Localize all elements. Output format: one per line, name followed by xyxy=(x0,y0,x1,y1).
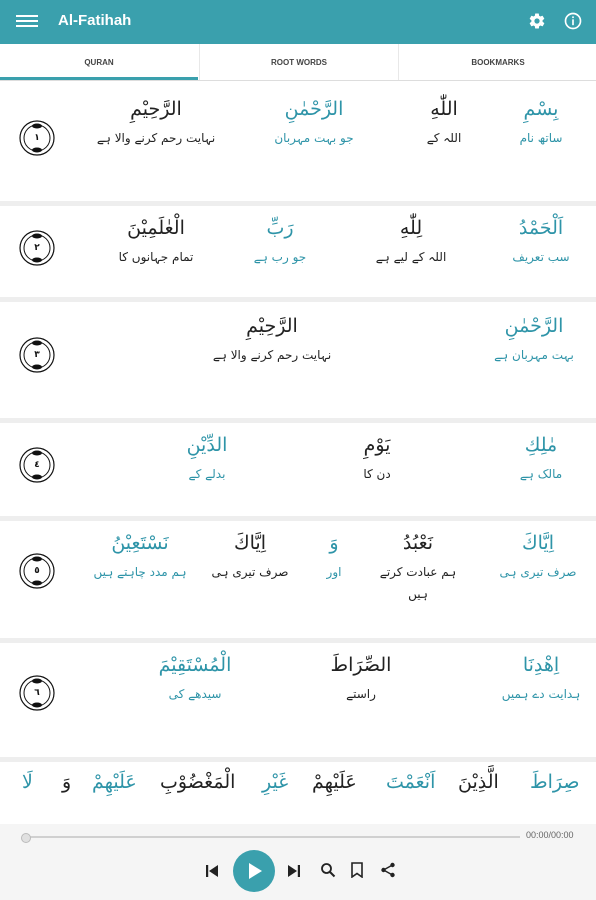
ayah-number: ٢ xyxy=(34,243,40,253)
urdu-meaning: سب تعریف xyxy=(512,250,570,264)
urdu-meaning: جو بہت مہربان xyxy=(274,131,354,145)
tab-bar xyxy=(0,44,596,81)
word-cell[interactable] xyxy=(90,529,190,583)
arabic-word: رَبِّ xyxy=(266,217,294,239)
skip-next-icon[interactable] xyxy=(286,863,302,879)
ayah-number: ٣ xyxy=(34,350,40,360)
seek-thumb[interactable] xyxy=(21,833,31,843)
tab-bookmarks[interactable] xyxy=(398,44,596,80)
arabic-word[interactable]: عَلَيْهِمْ xyxy=(312,771,357,793)
info-icon[interactable] xyxy=(563,11,583,31)
arabic-word: يَوْمِ xyxy=(363,434,391,456)
ayah-number: ١ xyxy=(34,133,40,143)
search-icon[interactable] xyxy=(320,862,336,878)
ayah-number: ٥ xyxy=(34,566,40,576)
app-title: Al-Fatihah xyxy=(58,12,132,29)
word-cell[interactable] xyxy=(212,312,332,366)
ayah-number: ٦ xyxy=(34,688,40,698)
verse-row[interactable] xyxy=(0,423,596,516)
urdu-meaning: اللہ کے xyxy=(426,131,462,145)
verse-row[interactable] xyxy=(0,521,596,638)
word-cell[interactable] xyxy=(306,529,362,583)
arabic-word[interactable]: الَّذِيْنَ xyxy=(458,771,499,793)
arabic-word: مٰلِكِ xyxy=(524,434,558,456)
arabic-word: الرَّحِيْمِ xyxy=(246,315,298,337)
word-cell[interactable] xyxy=(96,214,216,268)
app-bar xyxy=(0,0,596,44)
arabic-word: نَسْتَعِيْنُ xyxy=(111,532,169,554)
urdu-meaning: صرف تیری ہی xyxy=(499,565,577,579)
tab-quran[interactable] xyxy=(0,44,198,80)
arabic-word: لِلّٰهِ xyxy=(399,217,423,239)
word-cell[interactable] xyxy=(225,214,335,268)
urdu-meaning: دن کا xyxy=(363,467,391,481)
urdu-meaning: بہت مہربان ہے xyxy=(494,348,574,362)
urdu-meaning: نہایت رحم کرنے والا ہے xyxy=(96,131,216,145)
word-cell[interactable] xyxy=(486,431,596,485)
arabic-word: الرَّحْمٰنِ xyxy=(504,315,564,337)
arabic-word: وَ xyxy=(329,532,339,554)
word-cell[interactable] xyxy=(490,529,586,583)
arabic-word[interactable]: عَلَيْهِمْ xyxy=(92,771,137,793)
urdu-meaning: صرف تیری ہی xyxy=(211,565,289,579)
arabic-word: اِيَّاكَ xyxy=(233,532,267,554)
arabic-word: بِسْمِ xyxy=(523,98,559,120)
verse-row[interactable] xyxy=(0,302,596,418)
word-cell[interactable] xyxy=(496,651,586,705)
bookmark-icon[interactable] xyxy=(350,862,364,878)
urdu-meaning: اور xyxy=(326,565,342,579)
arabic-word: الرَّحْمٰنِ xyxy=(284,98,344,120)
arabic-word: نَعْبُدُ xyxy=(402,532,434,554)
time-readout: 00:00/00:00 xyxy=(526,830,574,840)
tab-active-indicator xyxy=(0,77,198,80)
arabic-word[interactable]: لَا xyxy=(22,771,33,793)
urdu-meaning: نہایت رحم کرنے والا ہے xyxy=(212,348,332,362)
urdu-meaning: ہدایت دے ہمیں xyxy=(501,687,581,701)
arabic-word: اِهْدِنَا xyxy=(522,654,560,676)
word-cell[interactable] xyxy=(322,431,432,485)
word-cell[interactable] xyxy=(152,431,262,485)
play-button[interactable] xyxy=(233,850,275,892)
verse-row[interactable] xyxy=(0,206,596,297)
verse-row[interactable] xyxy=(0,81,596,201)
urdu-meaning: ہم مدد چاہتے ہیں xyxy=(93,565,187,579)
word-cell[interactable] xyxy=(356,214,466,268)
arabic-word: الصِّرَاطَ xyxy=(330,654,392,676)
arabic-word[interactable]: الْمَغْضُوْبِ xyxy=(160,771,236,793)
word-cell[interactable] xyxy=(306,651,416,705)
arabic-word[interactable]: غَيْرِ xyxy=(262,771,289,793)
menu-icon[interactable] xyxy=(16,12,38,32)
audio-player xyxy=(0,824,596,900)
tab-quran-label: QURAN xyxy=(84,58,114,67)
urdu-meaning: جو رب ہے xyxy=(253,250,307,264)
arabic-word: الْمُسْتَقِيْمَ xyxy=(158,654,232,676)
verse-row[interactable] xyxy=(0,643,596,757)
arabic-word: اِيَّاكَ xyxy=(521,532,555,554)
urdu-meaning: ہم عبادت کرتے ہیں xyxy=(379,565,457,601)
arabic-word: الدِّيْنِ xyxy=(186,434,228,456)
seek-bar[interactable] xyxy=(24,836,520,838)
arabic-word[interactable]: اَنْعَمْتَ xyxy=(386,771,436,793)
play-icon xyxy=(247,862,263,880)
urdu-meaning: راستے xyxy=(346,687,376,701)
tab-bookmarks-label: BOOKMARKS xyxy=(471,58,525,67)
ayah-number: ٤ xyxy=(34,460,40,470)
urdu-meaning: ساتھ نام xyxy=(519,131,563,145)
word-cell[interactable] xyxy=(200,529,300,583)
urdu-meaning: مالک ہے xyxy=(519,467,563,481)
word-cell[interactable] xyxy=(486,214,596,268)
urdu-meaning: تمام جہانوں کا xyxy=(118,250,194,264)
tab-root-words[interactable] xyxy=(199,44,398,80)
word-cell[interactable] xyxy=(370,529,466,605)
tab-root-words-label: ROOT WORDS xyxy=(271,58,327,67)
word-cell[interactable] xyxy=(486,95,596,149)
word-cell[interactable] xyxy=(140,651,250,705)
arabic-word[interactable]: صِرَاطَ xyxy=(530,771,580,793)
word-cell[interactable] xyxy=(259,95,369,149)
word-cell[interactable] xyxy=(486,312,582,366)
urdu-meaning: اللہ کے لیے ہے xyxy=(375,250,447,264)
arabic-word[interactable]: وَ xyxy=(62,771,72,793)
share-icon[interactable] xyxy=(380,862,396,878)
skip-previous-icon[interactable] xyxy=(204,863,220,879)
arabic-word: اللّٰهِ xyxy=(430,98,458,120)
urdu-meaning: بدلے کے xyxy=(188,467,226,481)
arabic-word: اَلْحَمْدُ xyxy=(518,217,564,239)
arabic-word: الرَّحِيْمِ xyxy=(130,98,182,120)
verse-row-partial[interactable] xyxy=(0,762,596,824)
word-cell[interactable] xyxy=(389,95,499,149)
urdu-meaning: سیدھے کی xyxy=(168,687,222,701)
gear-icon[interactable] xyxy=(528,12,546,30)
word-cell[interactable] xyxy=(96,95,216,149)
arabic-word: الْعٰلَمِيْنَ xyxy=(127,217,185,239)
